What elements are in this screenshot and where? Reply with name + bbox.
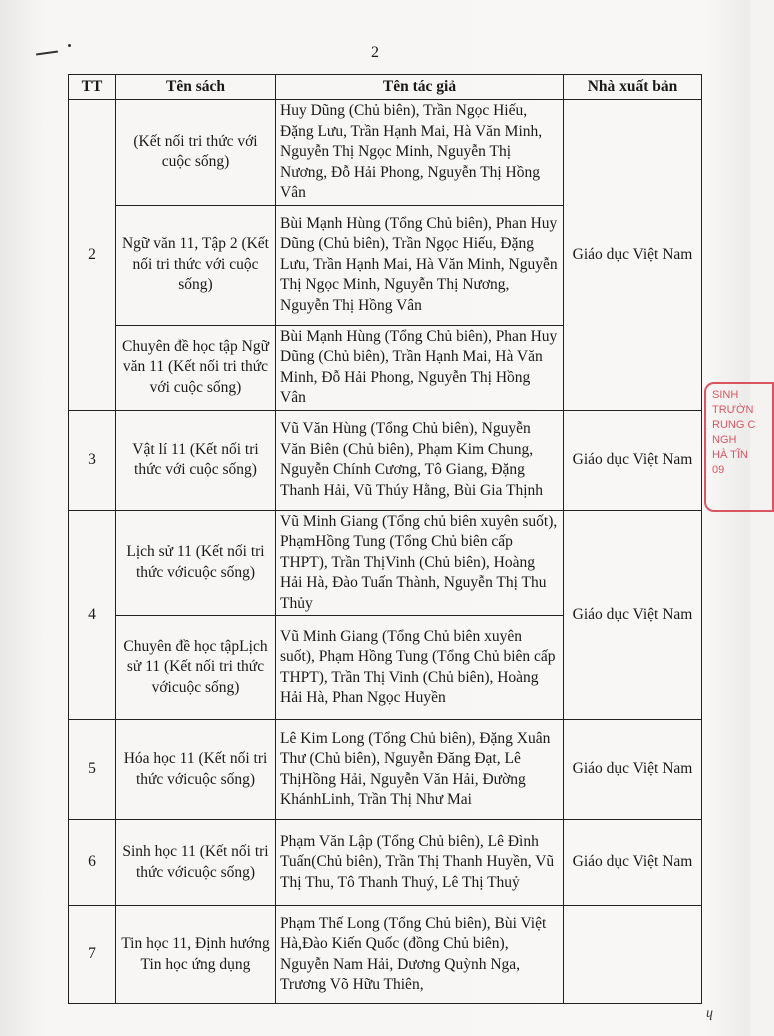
book-authors: Phạm Thế Long (Tổng Chủ biên), Bùi Việt Hà,Đào Kiến Quốc (đồng Chủ biên), Nguyễn Nam Hải, Dương Quỳnh Nga, Trương Võ Hữu Thiên, [276, 906, 564, 1004]
book-authors: Vũ Minh Giang (Tổng chủ biên xuyên suốt), PhạmHồng Tung (Tổng Chủ biên cấp THPT), Trần ThịVinh (Chủ biên), Hoàng Hải Hà, Đào Tuấn Thành, Nguyễn Thị Thu Thủy [276, 510, 564, 616]
book-authors: Bùi Mạnh Hùng (Tổng Chủ biên), Phan Huy Dũng (Chủ biên), Trần Hạnh Mai, Hà Văn Minh, Đỗ Hải Phong, Nguyễn Thị Hồng Vân [276, 325, 564, 410]
book-publisher: Giáo dục Việt Nam [564, 100, 702, 411]
book-publisher [564, 906, 702, 1004]
book-publisher: Giáo dục Việt Nam [564, 720, 702, 820]
book-title: Sinh học 11 (Kết nối tri thức vớicuộc sống) [116, 820, 276, 906]
handwritten-mark: ɥ [706, 1006, 713, 1021]
row-number: 2 [69, 100, 116, 411]
row-number: 4 [69, 510, 116, 720]
book-title: (Kết nối tri thức với cuộc sống) [116, 100, 276, 206]
book-title: Chuyên đề học tập Ngữ văn 11 (Kết nối tri thức với cuộc sống) [116, 325, 276, 410]
book-title: Hóa học 11 (Kết nối tri thức vớicuộc sống) [116, 720, 276, 820]
book-authors: Phạm Văn Lập (Tổng Chủ biên), Lê Đình Tuấn(Chủ biên), Trần Thị Thanh Huyền, Vũ Thị Thu, Tô Thanh Thuý, Lê Thị Thuỷ [276, 820, 564, 906]
book-publisher: Giáo dục Việt Nam [564, 820, 702, 906]
book-title: Lịch sử 11 (Kết nối tri thức vớicuộc sống) [116, 510, 276, 616]
book-publisher: Giáo dục Việt Nam [564, 510, 702, 720]
book-authors: Huy Dũng (Chủ biên), Trần Ngọc Hiếu, Đặng Lưu, Trần Hạnh Mai, Hà Văn Minh, Nguyễn Thị Ngọc Minh, Nguyễn Thị Nương, Đỗ Hải Phong, Nguyễn Thị Hồng Vân [276, 100, 564, 206]
row-number: 5 [69, 720, 116, 820]
row-number: 6 [69, 820, 116, 906]
stamp-line: HÀ TĨN [712, 449, 748, 461]
book-publisher: Giáo dục Việt Nam [564, 410, 702, 510]
table-row [69, 510, 702, 616]
header-authors: Tên tác giả [276, 75, 564, 100]
book-title: Ngữ văn 11, Tập 2 (Kết nối tri thức với cuộc sống) [116, 205, 276, 325]
stamp-line: SINH [712, 389, 739, 401]
table-row [69, 100, 702, 206]
table-header-row [69, 75, 702, 100]
header-tt: TT [69, 75, 116, 100]
header-publisher: Nhà xuất bản [564, 75, 702, 100]
table-row [69, 906, 702, 1004]
table-row [69, 720, 702, 820]
book-authors: Vũ Văn Hùng (Tổng Chủ biên), Nguyễn Văn Biên (Chủ biên), Phạm Kim Chung, Nguyễn Chính Cương, Tô Giang, Đặng Thanh Hải, Vũ Thúy Hằng, Bùi Gia Thịnh [276, 410, 564, 510]
book-authors: Bùi Mạnh Hùng (Tổng Chủ biên), Phan Huy Dũng (Chủ biên), Trần Ngọc Hiếu, Đặng Lưu, Trần Hạnh Mai, Hà Văn Minh, Nguyễn Thị Ngọc Minh, Nguyễn Thị Nương, Nguyễn Thị Hồng Vân [276, 205, 564, 325]
book-title: Tin học 11, Định hướng Tin học ứng dụng [116, 906, 276, 1004]
table-row [69, 820, 702, 906]
header-book-title: Tên sách [116, 75, 276, 100]
stamp-line: RUNG C [712, 419, 756, 431]
row-number: 7 [69, 906, 116, 1004]
table-row [69, 410, 702, 510]
book-title: Chuyên đề học tậpLịch sử 11 (Kết nối tri thức vớicuộc sống) [116, 616, 276, 720]
row-number: 3 [69, 410, 116, 510]
stamp-line: NGH [712, 434, 737, 446]
book-authors: Vũ Minh Giang (Tổng Chủ biên xuyên suốt), Phạm Hồng Tung (Tổng Chủ biên cấp THPT), Trần Thị Vinh (Chủ biên), Hoàng Hải Hà, Phan Ngọc Huyền [276, 616, 564, 720]
page-number: 2 [371, 44, 379, 61]
stamp-line: TRƯỜN [712, 404, 754, 416]
book-title: Vật lí 11 (Kết nối tri thức với cuộc sống) [116, 410, 276, 510]
book-authors: Lê Kim Long (Tổng Chủ biên), Đặng Xuân Thư (Chủ biên), Nguyễn Đăng Đạt, Lê ThịHồng Hải, Nguyễn Văn Hải, Đường KhánhLinh, Trần Thị Như Mai [276, 720, 564, 820]
textbook-table [68, 74, 702, 1004]
school-seal-stamp [704, 382, 774, 512]
stamp-line: 09 [712, 464, 725, 476]
